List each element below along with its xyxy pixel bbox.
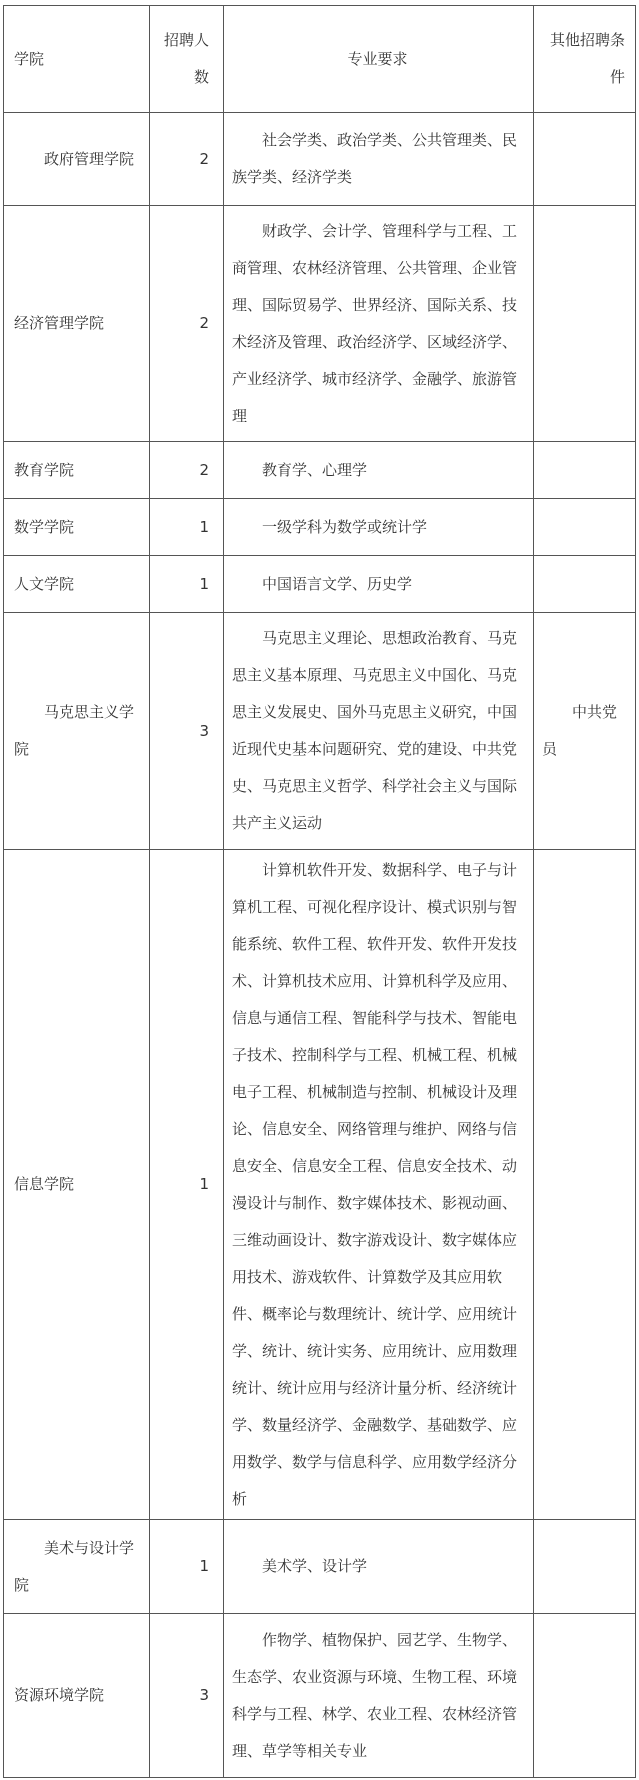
count-cell: 2 bbox=[150, 442, 224, 499]
college-cell: 人文学院 bbox=[4, 556, 150, 613]
major-cell: 社会学类、政治学类、公共管理类、民族学类、经济学类 bbox=[224, 113, 534, 206]
college-cell: 美术与设计学院 bbox=[4, 1520, 150, 1614]
header-row bbox=[4, 6, 636, 113]
table-row bbox=[4, 556, 636, 613]
count-cell: 2 bbox=[150, 206, 224, 442]
major-cell: 一级学科为数学或统计学 bbox=[224, 499, 534, 556]
college-cell: 政府管理学院 bbox=[4, 113, 150, 206]
table-row bbox=[4, 1614, 636, 1778]
college-cell: 信息学院 bbox=[4, 850, 150, 1520]
count-cell: 3 bbox=[150, 613, 224, 850]
college-cell: 教育学院 bbox=[4, 442, 150, 499]
table-row bbox=[4, 850, 636, 1520]
other-cell bbox=[534, 442, 636, 499]
header-college: 学院 bbox=[4, 6, 150, 113]
college-cell: 经济管理学院 bbox=[4, 206, 150, 442]
table-row bbox=[4, 613, 636, 850]
college-cell: 数学学院 bbox=[4, 499, 150, 556]
table-row bbox=[4, 113, 636, 206]
other-cell bbox=[534, 499, 636, 556]
major-cell: 计算机软件开发、数据科学、电子与计算机工程、可视化程序设计、模式识别与智能系统、软件工程、软件开发、软件开发技术、计算机技术应用、计算机科学及应用、信息与通信工程、智能科学与技术、智能电子技术、控制科学与工程、机械工程、机械电子工程、机械制造与控制、机械设计及理论、信息安全、网络管理与维护、网络与信息安全、信息安全工程、信息安全技术、动漫设计与制作、数字媒体技术、影视动画、三维动画设计、数字游戏设计、数字媒体应用技术、游戏软件、计算数学及其应用软件、概率论与数理统计、统计学、应用统计学、统计、统计实务、应用统计、应用数理统计、统计应用与经济计量分析、经济统计学、数量经济学、金融数学、基础数学、应用数学、数学与信息科学、应用数学经济分析 bbox=[224, 850, 534, 1520]
header-major: 专业要求 bbox=[224, 6, 534, 113]
count-cell: 3 bbox=[150, 1614, 224, 1778]
header-count: 招聘人数 bbox=[150, 6, 224, 113]
other-cell bbox=[534, 850, 636, 1520]
count-cell: 1 bbox=[150, 1520, 224, 1614]
count-cell: 1 bbox=[150, 499, 224, 556]
header-other: 其他招聘条件 bbox=[534, 6, 636, 113]
major-cell: 教育学、心理学 bbox=[224, 442, 534, 499]
college-cell: 马克思主义学院 bbox=[4, 613, 150, 850]
major-cell: 美术学、设计学 bbox=[224, 1520, 534, 1614]
other-cell bbox=[534, 206, 636, 442]
major-cell: 马克思主义理论、思想政治教育、马克思主义基本原理、马克思主义中国化、马克思主义发展史、国外马克思主义研究，中国近现代史基本问题研究、党的建设、中共党史、马克思主义哲学、科学社会主义与国际共产主义运动 bbox=[224, 613, 534, 850]
recruitment-table bbox=[3, 5, 636, 1778]
college-cell: 资源环境学院 bbox=[4, 1614, 150, 1778]
table-row bbox=[4, 1520, 636, 1614]
other-cell bbox=[534, 1520, 636, 1614]
major-cell: 财政学、会计学、管理科学与工程、工商管理、农林经济管理、公共管理、企业管理、国际贸易学、世界经济、国际关系、技术经济及管理、政治经济学、区域经济学、产业经济学、城市经济学、金融学、旅游管理 bbox=[224, 206, 534, 442]
major-cell: 中国语言文学、历史学 bbox=[224, 556, 534, 613]
major-cell: 作物学、植物保护、园艺学、生物学、生态学、农业资源与环境、生物工程、环境科学与工程、林学、农业工程、农林经济管理、草学等相关专业 bbox=[224, 1614, 534, 1778]
table-row bbox=[4, 442, 636, 499]
table-row bbox=[4, 499, 636, 556]
count-cell: 2 bbox=[150, 113, 224, 206]
other-cell bbox=[534, 113, 636, 206]
table-row bbox=[4, 206, 636, 442]
count-cell: 1 bbox=[150, 850, 224, 1520]
other-cell bbox=[534, 1614, 636, 1778]
other-cell: 中共党员 bbox=[534, 613, 636, 850]
count-cell: 1 bbox=[150, 556, 224, 613]
other-cell bbox=[534, 556, 636, 613]
